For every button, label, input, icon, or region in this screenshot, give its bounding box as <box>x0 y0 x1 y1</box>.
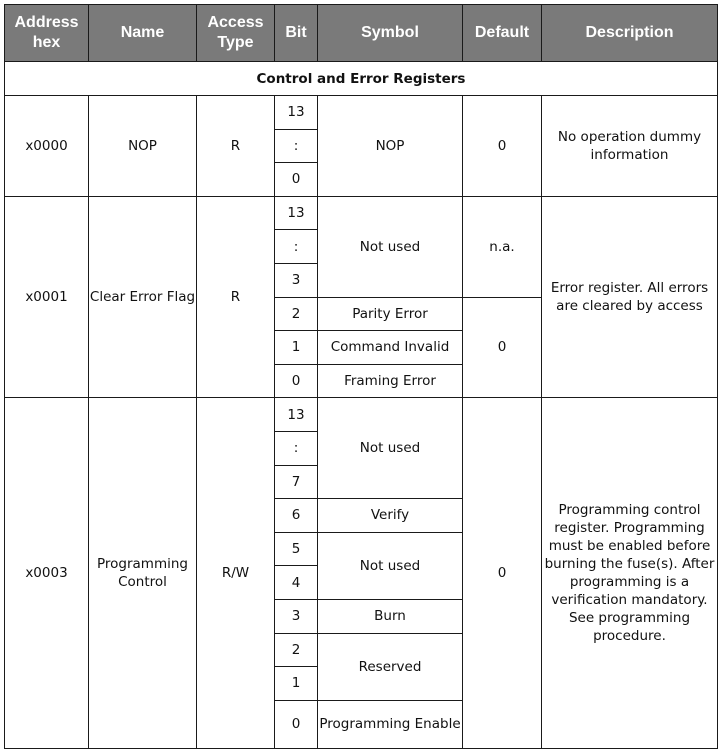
table-row <box>5 96 718 130</box>
symbol-cell: Burn <box>318 599 463 633</box>
bit-cell: 6 <box>275 499 318 533</box>
description-cell: No operation dummy information <box>542 96 718 197</box>
description-cell: Programming control register. Programming must be enabled before burning the fuse(s). After programming is a verification mandatory. See programming procedure. <box>542 398 718 748</box>
bit-cell: 3 <box>275 263 318 297</box>
bit-cell: : <box>275 431 318 465</box>
name-cell: Clear Error Flag <box>89 196 197 398</box>
access-cell: R <box>197 96 275 197</box>
header-default: Default <box>463 5 542 62</box>
bit-cell: 2 <box>275 633 318 667</box>
symbol-cell: Command Invalid <box>318 331 463 365</box>
bit-cell: 13 <box>275 96 318 130</box>
symbol-cell: NOP <box>318 96 463 197</box>
register-table <box>4 4 718 749</box>
bit-cell: 0 <box>275 163 318 197</box>
name-cell: NOP <box>89 96 197 197</box>
bit-cell: 1 <box>275 331 318 365</box>
bit-cell: 0 <box>275 700 318 748</box>
symbol-cell: Not used <box>318 398 463 499</box>
symbol-cell: Reserved <box>318 633 463 700</box>
bit-cell: 1 <box>275 667 318 701</box>
table-row <box>5 398 718 432</box>
address-cell: x0000 <box>5 96 89 197</box>
bit-cell: 4 <box>275 566 318 600</box>
name-cell: Programming Control <box>89 398 197 748</box>
symbol-cell: Verify <box>318 499 463 533</box>
bit-cell: : <box>275 129 318 163</box>
symbol-cell: Parity Error <box>318 297 463 331</box>
table-row <box>5 196 718 230</box>
header-bit: Bit <box>275 5 318 62</box>
section-row <box>5 62 718 96</box>
header-description: Description <box>542 5 718 62</box>
default-cell: n.a. <box>463 196 542 297</box>
symbol-cell: Programming Enable <box>318 700 463 748</box>
symbol-cell: Framing Error <box>318 364 463 398</box>
section-title: Control and Error Registers <box>5 62 718 96</box>
bit-cell: 5 <box>275 532 318 566</box>
symbol-cell: Not used <box>318 532 463 599</box>
bit-cell: 13 <box>275 398 318 432</box>
default-cell: 0 <box>463 96 542 197</box>
header-symbol: Symbol <box>318 5 463 62</box>
symbol-cell: Not used <box>318 196 463 297</box>
bit-cell: 7 <box>275 465 318 499</box>
bit-cell: 0 <box>275 364 318 398</box>
header-address: Address hex <box>5 5 89 62</box>
header-access-type: Access Type <box>197 5 275 62</box>
header-name: Name <box>89 5 197 62</box>
bit-cell: : <box>275 230 318 264</box>
bit-cell: 3 <box>275 599 318 633</box>
address-cell: x0003 <box>5 398 89 748</box>
default-cell: 0 <box>463 297 542 398</box>
description-cell: Error register. All errors are cleared by access <box>542 196 718 398</box>
access-cell: R <box>197 196 275 398</box>
default-cell: 0 <box>463 398 542 748</box>
bit-cell: 13 <box>275 196 318 230</box>
access-cell: R/W <box>197 398 275 748</box>
bit-cell: 2 <box>275 297 318 331</box>
address-cell: x0001 <box>5 196 89 398</box>
header-row <box>5 5 718 62</box>
